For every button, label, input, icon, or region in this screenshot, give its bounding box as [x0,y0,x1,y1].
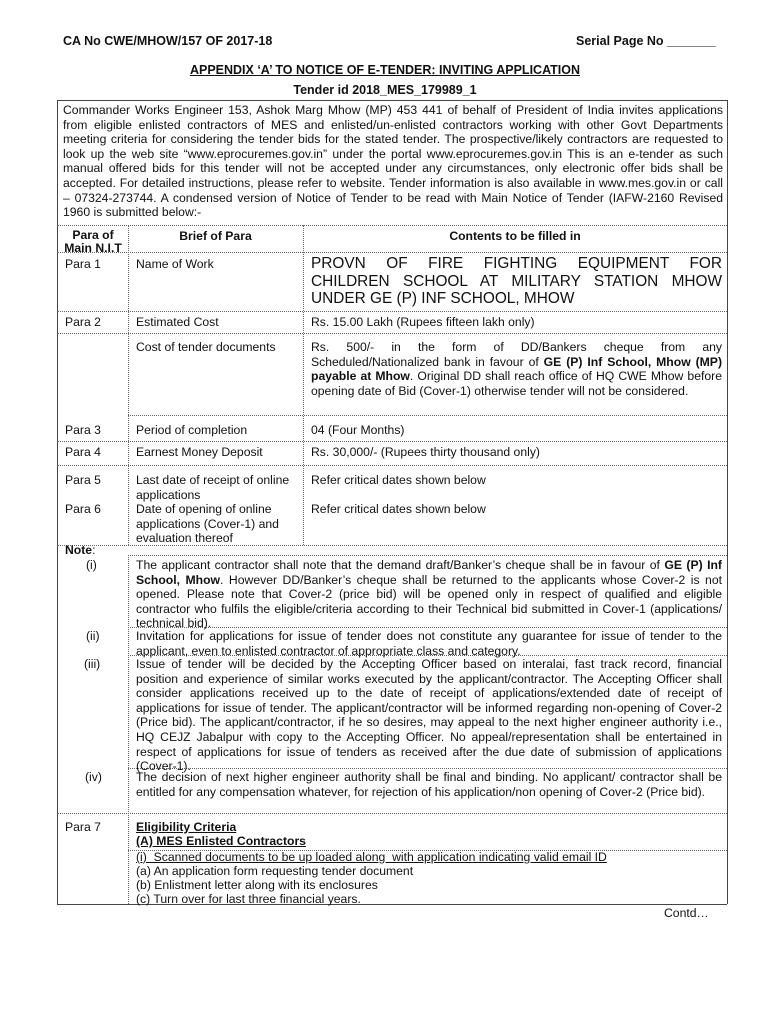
serial-page-number: Serial Page No _______ [576,34,716,48]
column-header-para: Para of Main N.I.T [64,228,122,255]
note-text: Issue of tender will be decided by the Accepting Officer based on interalai, fast track record, financial position and experience of similar works executed by the applicant/contractor. The Accepting Officer shall consider applications received up to the date of receipt of applications/extended date of receipt of applications for issue of tender. The applicant/contractor will be informed regarding non-opening of Cover-2 (Price bid). The applicant/contractor, if he so desires, may appeal to the next higher engineer authority i.e., HQ CEJZ Jabalpur with copy to the Accepting Officer. No appeal/representation shall be entertained in respect of applications for issue of tenders as received after the due date of submission of applications (Cover-1). [136,657,722,774]
brief-text: Period of completion [136,423,248,437]
brief-text: Date of opening of online applications (Cover-1) and evaluation thereof [136,502,279,546]
tender-cost-text [311,340,722,398]
column-header-brief: Brief of Para [179,229,252,243]
tender-cost-payee: GE (P) Inf School, Mhow (MP) payable at Mhow [311,354,722,384]
para-number: Para 1 [65,257,101,271]
brief-text: Estimated Cost [136,315,219,329]
tender-cost-part: . Original DD shall reach office of HQ CWE Mhow before opening date of Bid (Cover-1) otherwise tender will not be considered. [311,369,722,398]
note-number: (iii) [84,657,101,671]
brief-text: Earnest Money Deposit [136,445,263,459]
eligibility-subheading: (A) MES Enlisted Contractors [136,834,306,848]
estimated-cost: Rs. 15.00 Lakh (Rupees fifteen lakh only) [311,315,535,329]
column-header-contents: Contents to be filled in [449,229,581,243]
note-text: Invitation for applications for issue of tender does not constitute any guarantee for issue of tender to the applicant, even to enlisted contractor of appropriate class and category. [136,629,722,658]
para-number: Para 5 [65,473,101,487]
note-text-part: The applicant contractor shall note that the demand draft/Banker’s cheque shall be in favour of [136,558,665,572]
note-number: (ii) [86,629,100,643]
eligibility-heading: Eligibility Criteria [136,820,237,834]
para-number: Para 3 [65,423,101,437]
note-text-part: . However DD/Banker’s cheque shall be returned to the applicants whose Cover-2 is not opened. Please note that Cover-2 (price bid) will be opened only in respect of qualified and eligible contractor who fulfils the eligible/criteria according to their Technical bid submitted in Cover-1 (applications/ technical bid). [136,572,722,631]
page-title: APPENDIX ‘A’ TO NOTICE OF E-TENDER: INVITING APPLICATION [189,63,581,77]
opening-date: Refer critical dates shown below [311,502,486,516]
note-text [136,558,722,631]
earnest-money: Rs. 30,000/- (Rupees thirty thousand only) [311,445,540,459]
tender-id: Tender id 2018_MES_179989_1 [293,83,477,97]
para-number: Para 4 [65,445,101,459]
eligibility-item: (a) An application form requesting tender document [136,864,414,878]
para-number: Para 7 [65,820,101,834]
para-number: Para 2 [65,315,101,329]
eligibility-item: (c) Turn over for last three financial years. [136,892,361,906]
eligibility-item: (i) Scanned documents to be up loaded along with application indicating valid email ID [136,850,607,864]
note-text: The decision of next higher engineer authority shall be final and binding. No applicant/ contractor shall be entitled for any compensation whatever, for rejection of his application/non opening of Cover-2 (Price bid). [136,770,722,799]
intro-paragraph: Commander Works Engineer 153, Ashok Marg Mhow (MP) 453 441 of behalf of President of India invites applications from eligible enlisted contractors of MES and enlisted/un-enlisted contractors working with other Govt Departments meeting criteria for considering the tender bids for the stated tender. The prospective/likely contractors are requested to look up the web site “www.eprocuremes.gov.in” under the portal www.eprocuremes.gov.in This is an e-tender as such manual offered bids for this tender will not be accepted under any circumstances, only electronic offer bids shall be accepted. For detailed instructions, please refer to website. Tender information is also available in www.mes.gov.in or call – 07324-273744. A condensed version of Notice of Tender to be read with Main Notice of Tender (IAFW-2160 Revised 1960 is submitted below:- [63,103,723,220]
note-payee: GE (P) Inf School, Mhow [136,558,722,587]
brief-text: Cost of tender documents [136,340,276,354]
brief-text: Name of Work [136,257,214,271]
note-label: Note: [65,543,96,557]
receipt-date: Refer critical dates shown below [311,473,486,487]
eligibility-item: (b) Enlistment letter along with its enclosures [136,878,378,892]
para-number: Para 6 [65,502,101,516]
tender-cost-part: Rs. 500/- in the form of DD/Bankers cheque from any Scheduled/Nationalized bank in favour of [311,340,722,369]
note-number: (iv) [85,770,102,784]
work-name: PROVN OF FIRE FIGHTING EQUIPMENT FOR CHILDREN SCHOOL AT MILITARY STATION MHOW UNDER GE (P) INF SCHOOL, MHOW [311,255,722,307]
completion-period: 04 (Four Months) [311,423,405,437]
continued-label: Contd… [664,906,709,920]
document-reference: CA No CWE/MHOW/157 OF 2017-18 [63,34,273,48]
note-label-text: Note [65,543,93,557]
note-number: (i) [86,558,97,572]
brief-text: Last date of receipt of online applications [136,473,290,502]
